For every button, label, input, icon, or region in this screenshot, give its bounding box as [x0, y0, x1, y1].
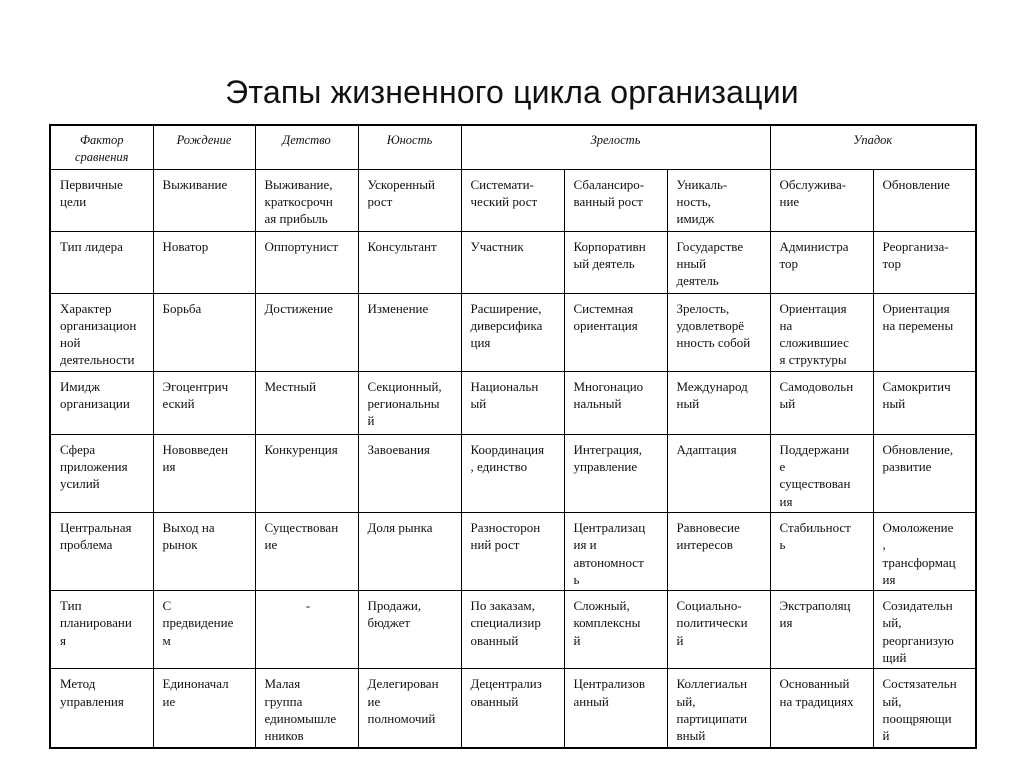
table-cell: Оппортунист: [255, 231, 358, 293]
table-cell: Метод управления: [50, 669, 153, 748]
header-decline: Упадок: [770, 125, 976, 169]
table-cell: Обновление: [873, 169, 976, 231]
table-cell: Участник: [461, 231, 564, 293]
table-cell: Самокритич ный: [873, 371, 976, 434]
table-row: [50, 512, 976, 590]
table-cell: Первичные цели: [50, 169, 153, 231]
table-cell: Ориентация на сложившиес я структуры: [770, 293, 873, 371]
table-cell: Адаптация: [667, 434, 770, 512]
table-cell: Международ ный: [667, 371, 770, 434]
table-cell: По заказам, специализир ованный: [461, 591, 564, 669]
table-cell: Корпоративн ый деятель: [564, 231, 667, 293]
lifecycle-table: [49, 124, 977, 749]
table-cell: Национальн ый: [461, 371, 564, 434]
table-cell: Реорганиза- тор: [873, 231, 976, 293]
table-header: [50, 125, 976, 169]
table-cell: Конкуренция: [255, 434, 358, 512]
table-cell: Борьба: [153, 293, 255, 371]
table-body: [50, 169, 976, 747]
table-cell: Коллегиальн ый, партиципати вный: [667, 669, 770, 748]
page-title: Этапы жизненного цикла организации: [225, 74, 799, 110]
table-cell: Омоложение , трансформац ия: [873, 512, 976, 590]
table-cell: Тип лидера: [50, 231, 153, 293]
table-cell: Ориентация на перемены: [873, 293, 976, 371]
header-youth: Юность: [358, 125, 461, 169]
table-cell: Имидж организации: [50, 371, 153, 434]
table-cell: Сфера приложения усилий: [50, 434, 153, 512]
table-cell: Социально- политически й: [667, 591, 770, 669]
table-cell: Централизац ия и автономност ь: [564, 512, 667, 590]
table-cell: Уникаль- ность, имидж: [667, 169, 770, 231]
table-cell: Зрелость, удовлетворё нность собой: [667, 293, 770, 371]
table-cell: Ускоренный рост: [358, 169, 461, 231]
table-row: [50, 231, 976, 293]
table-cell: Системати- ческий рост: [461, 169, 564, 231]
table-cell: Достижение: [255, 293, 358, 371]
table-cell: Выход на рынок: [153, 512, 255, 590]
table-cell: Выживание: [153, 169, 255, 231]
table-cell: Стабильност ь: [770, 512, 873, 590]
table-row: [50, 434, 976, 512]
table-cell: Нововведен ия: [153, 434, 255, 512]
table-cell: Единоначал ие: [153, 669, 255, 748]
table-cell: Обслужива- ние: [770, 169, 873, 231]
header-factor: Фактор сравнения: [50, 125, 153, 169]
table-cell: Администра тор: [770, 231, 873, 293]
table-cell: Интеграция, управление: [564, 434, 667, 512]
table-cell: -: [255, 591, 358, 669]
table-row: [50, 591, 976, 669]
table-cell: Продажи, бюджет: [358, 591, 461, 669]
table-cell: Экстраполяц ия: [770, 591, 873, 669]
table-row: [50, 169, 976, 231]
table-cell: Обновление, развитие: [873, 434, 976, 512]
table-cell: Поддержани е существован ия: [770, 434, 873, 512]
table-cell: Координация , единство: [461, 434, 564, 512]
table-cell: Малая группа единомышле нников: [255, 669, 358, 748]
table-cell: Самодовольн ый: [770, 371, 873, 434]
table-cell: Изменение: [358, 293, 461, 371]
table-cell: Выживание, краткосрочн ая прибыль: [255, 169, 358, 231]
table-cell: Системная ориентация: [564, 293, 667, 371]
table-cell: Многонацио нальный: [564, 371, 667, 434]
table-cell: Новатор: [153, 231, 255, 293]
table-row: [50, 669, 976, 748]
table-cell: Завоевания: [358, 434, 461, 512]
table-cell: Доля рынка: [358, 512, 461, 590]
table-cell: Тип планировани я: [50, 591, 153, 669]
table-cell: Централизов анный: [564, 669, 667, 748]
table-cell: Государстве нный деятель: [667, 231, 770, 293]
table-cell: Центральная проблема: [50, 512, 153, 590]
table-cell: Разносторон ний рост: [461, 512, 564, 590]
header-maturity: Зрелость: [461, 125, 770, 169]
table-cell: Сбалансиро- ванный рост: [564, 169, 667, 231]
table-cell: Созидательн ый, реорганизую щий: [873, 591, 976, 669]
table-cell: Состязательн ый, поощряющи й: [873, 669, 976, 748]
table-cell: Равновесие интересов: [667, 512, 770, 590]
table-cell: Консультант: [358, 231, 461, 293]
table-cell: Местный: [255, 371, 358, 434]
table-cell: Сложный, комплексны й: [564, 591, 667, 669]
header-birth: Рождение: [153, 125, 255, 169]
header-row: [50, 125, 976, 169]
table-row: [50, 293, 976, 371]
table-cell: Расширение, диверсифика ция: [461, 293, 564, 371]
table-cell: Децентрализ ованный: [461, 669, 564, 748]
table-cell: С предвидение м: [153, 591, 255, 669]
header-childhood: Детство: [255, 125, 358, 169]
table-cell: Эгоцентрич еский: [153, 371, 255, 434]
table-cell: Секционный, региональны й: [358, 371, 461, 434]
table-cell: Характер организацион ной деятельности: [50, 293, 153, 371]
table-row: [50, 371, 976, 434]
table-cell: Делегирован ие полномочий: [358, 669, 461, 748]
table-cell: Основанный на традициях: [770, 669, 873, 748]
table-cell: Существован ие: [255, 512, 358, 590]
